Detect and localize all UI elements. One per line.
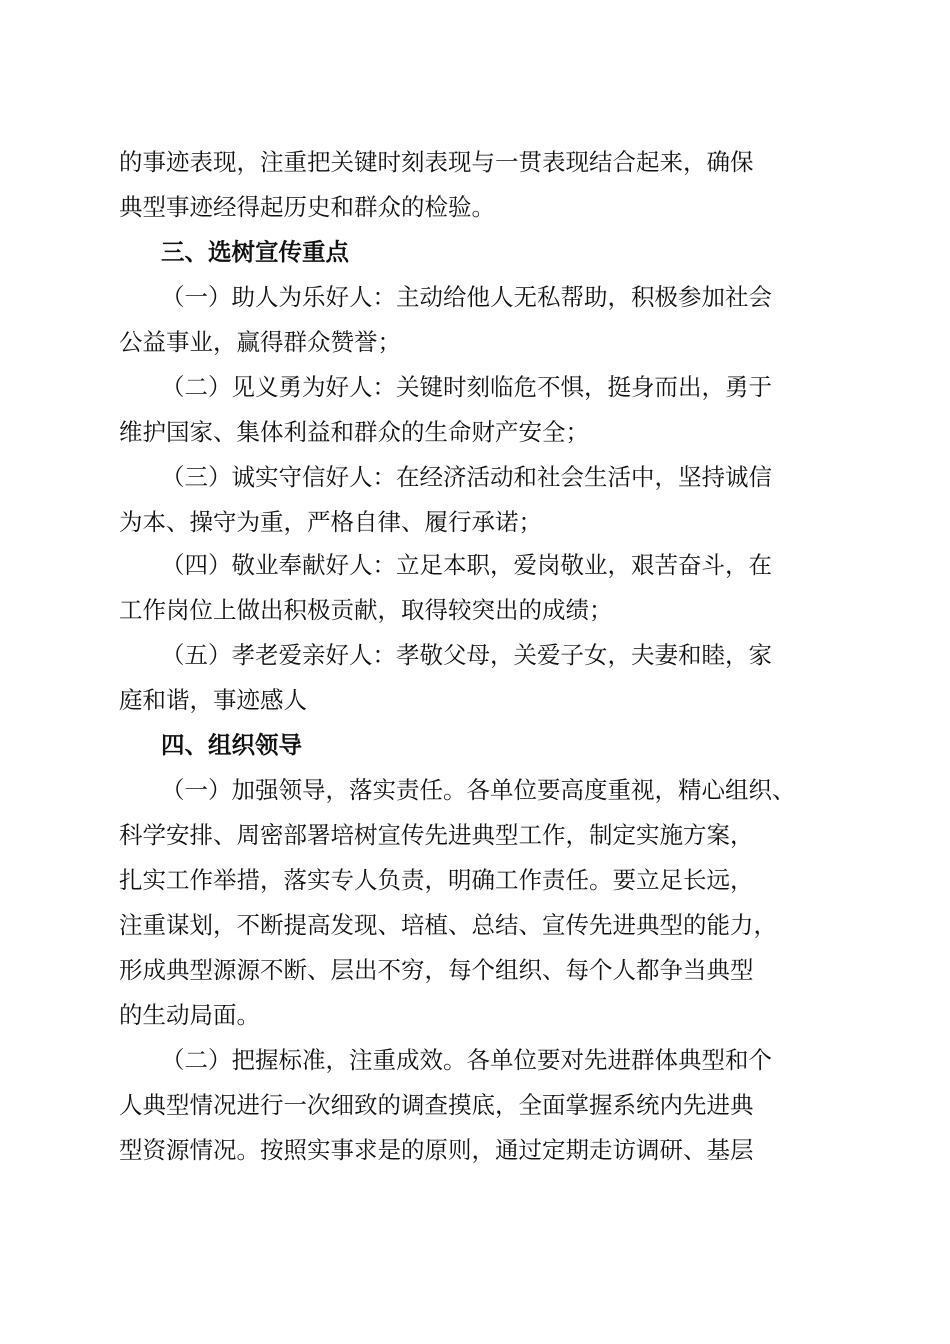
text-line: 人典型情况进行一次细致的调查摸底，全面掌握系统内先进典 (119, 1091, 754, 1119)
text-line: 型资源情况。按照实事求是的原则，通过定期走访调研、基层 (119, 1136, 754, 1164)
text-line: 科学安排、周密部署培树宣传先进典型工作，制定实施方案， (119, 821, 754, 849)
section-heading-3: 三、选树宣传重点 (161, 238, 349, 266)
text-line: 的生动局面。 (119, 1001, 260, 1029)
text-line: 公益事业，赢得群众赞誉； (119, 328, 401, 356)
text-line: 维护国家、集体利益和群众的生命财产安全； (119, 418, 589, 446)
text-line: （一）加强领导，落实责任。各单位要高度重视，精心组织、 (161, 776, 796, 804)
text-line: 典型事迹经得起历史和群众的检验。 (119, 193, 495, 221)
text-line: （三）诚实守信好人：在经济活动和社会生活中，坚持诚信 (161, 463, 772, 491)
text-line: 形成典型源源不断、层出不穷，每个组织、每个人都争当典型 (119, 956, 754, 984)
text-line: （二）见义勇为好人：关键时刻临危不惧，挺身而出，勇于 (161, 373, 772, 401)
text-line: （四）敬业奉献好人：立足本职，爱岗敬业，艰苦奋斗，在 (161, 551, 772, 579)
text-line: （一）助人为乐好人：主动给他人无私帮助，积极参加社会 (161, 283, 772, 311)
text-line: 扎实工作举措，落实专人负责，明确工作责任。要立足长远， (119, 866, 754, 894)
text-line: 注重谋划，不断提高发现、培植、总结、宣传先进典型的能力， (119, 911, 777, 939)
text-line: 庭和谐，事迹感人 (119, 686, 307, 714)
text-line: 的事迹表现，注重把关键时刻表现与一贯表现结合起来，确保 (119, 148, 754, 176)
text-line: 工作岗位上做出积极贡献，取得较突出的成绩； (119, 596, 613, 624)
section-heading-4: 四、组织领导 (161, 731, 302, 759)
text-line: （二）把握标准，注重成效。各单位要对先进群体典型和个 (161, 1046, 772, 1074)
text-line: 为本、操守为重，严格自律、履行承诺； (119, 508, 542, 536)
text-line: （五）孝老爱亲好人：孝敬父母，关爱子女，夫妻和睦，家 (161, 641, 772, 669)
